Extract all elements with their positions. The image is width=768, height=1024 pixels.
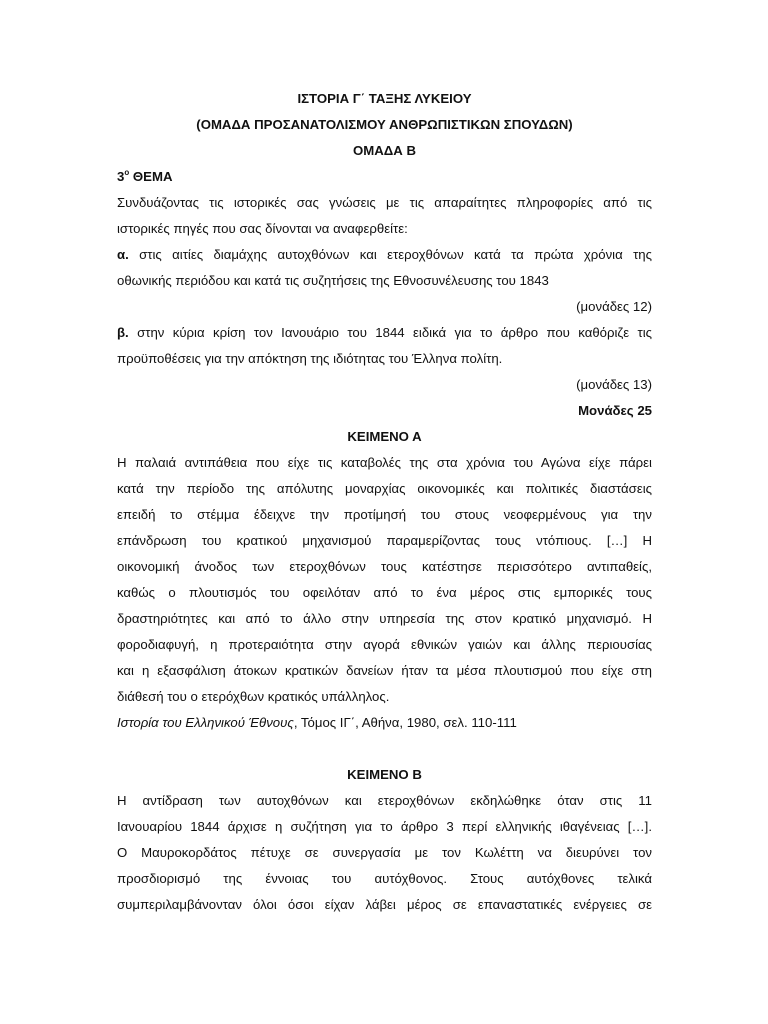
text-a-heading: ΚΕΙΜΕΝΟ Α [347, 429, 422, 444]
text-a-line: οικονομική άνοδος των ετεροχθόνων τους κατέστησε περισσότερο αντιπαθείς, [117, 559, 652, 574]
group-label: ΟΜΑΔΑ Β [353, 143, 416, 158]
text-a-line: Η παλαιά αντιπάθεια που είχε τις καταβολές της στα χρόνια του Αγώνα είχε πάρει [117, 455, 652, 470]
text-a-line: κατά την περίοδο της απόλυτης μοναρχίας οικονομικές και πολιτικές διαστάσεις [117, 481, 652, 496]
theme-heading [117, 164, 652, 190]
theme-number: 3 [117, 169, 125, 184]
page-title: ΙΣΤΟΡΙΑ Γ΄ ΤΑΞΗΣ ΛΥΚΕΙΟΥ [297, 91, 472, 106]
theme-intro-line: ιστορικές πηγές που σας δίνονται να αναφερθείτε: [117, 221, 408, 236]
text-a-line: και η εξασφάλιση άτοκων κρατικών δανείων ήταν τα μέσα πλουτισμού που είχε στη [117, 663, 652, 678]
theme-superscript: ο [124, 168, 130, 177]
source-details: , Τόμος ΙΓ΄, Αθήνα, 1980, σελ. 110-111 [293, 715, 517, 730]
page-subtitle: (ΟΜΑΔΑ ΠΡΟΣΑΝΑΤΟΛΙΣΜΟΥ ΑΝΘΡΩΠΙΣΤΙΚΩΝ ΣΠΟΥΔΩΝ) [196, 117, 573, 132]
question-b-line [117, 320, 652, 346]
text-b-line: προσδιορισμό της έννοιας του αυτόχθονος. Στους αυτόχθονες τελικά [117, 871, 652, 886]
question-b-marker: β. [117, 325, 129, 340]
question-a-line [117, 242, 652, 268]
spacer [117, 736, 652, 762]
question-a-text: στις αιτίες διαμάχης αυτοχθόνων και ετεροχθόνων κατά τα πρώτα χρόνια της [139, 247, 652, 262]
text-b-heading: ΚΕΙΜΕΝΟ Β [347, 767, 422, 782]
text-a-line: επάνδρωση του κρατικού μηχανισμού παραμερίζοντας τους ντόπιους. […] Η [117, 533, 652, 548]
text-a-line: διάθεσή του ο ετερόχθων κρατικός υπάλληλος. [117, 689, 390, 704]
document-body [117, 86, 652, 918]
question-a-points: (μονάδες 12) [576, 299, 652, 314]
text-a-line: επειδή το στέμμα έδειχνε την προτίμησή του στους νεοφερμένους για την [117, 507, 652, 522]
question-b-text: στην κύρια κρίση τον Ιανουάριο του 1844 ειδικά για το άρθρο που καθόριζε τις [137, 325, 652, 340]
text-b-line: Ο Μαυροκορδάτος πέτυχε σε συνεργασία με τον Κωλέττη να διευρύνει τον [117, 845, 652, 860]
text-b-line: συμπεριλαμβάνονταν όλοι όσοι είχαν λάβει μέρος σε επαναστατικές ενέργειες σε [117, 897, 652, 912]
text-b-line: Ιανουαρίου 1844 άρχισε η συζήτηση για το άρθρο 3 περί ελληνικής ιθαγένειας […]. [117, 819, 652, 834]
total-points: Μονάδες 25 [578, 403, 652, 418]
source-title: Ιστορία του Ελληνικού Έθνους [117, 715, 294, 730]
question-b-points: (μονάδες 13) [576, 377, 652, 392]
question-b-line: προϋποθέσεις για την απόκτηση της ιδιότητας του Έλληνα πολίτη. [117, 351, 503, 366]
question-a-marker: α. [117, 247, 129, 262]
text-b-line: Η αντίδραση των αυτοχθόνων και ετεροχθόνων εκδηλώθηκε όταν στις 11 [117, 793, 652, 808]
text-a-line: φοροδιαφυγή, η προτεραιότητα στην αγορά εθνικών γαιών και άλλης περιουσίας [117, 637, 652, 652]
theme-intro-line: Συνδυάζοντας τις ιστορικές σας γνώσεις με τις απαραίτητες πληροφορίες από τις [117, 195, 652, 210]
text-a-source [117, 710, 652, 736]
question-a-line: οθωνικής περιόδου και κατά τις συζητήσεις της Εθνοσυνέλευσης του 1843 [117, 273, 549, 288]
text-a-line: καθώς ο πλουτισμός του οφειλόταν από το ένα μέρος στις εμπορικές τους [117, 585, 652, 600]
text-a-line: δραστηριότητες και από το άλλο στην υπηρεσία της στον κρατικό μηχανισμό. Η [117, 611, 652, 626]
theme-label: ΘΕΜΑ [132, 169, 173, 184]
